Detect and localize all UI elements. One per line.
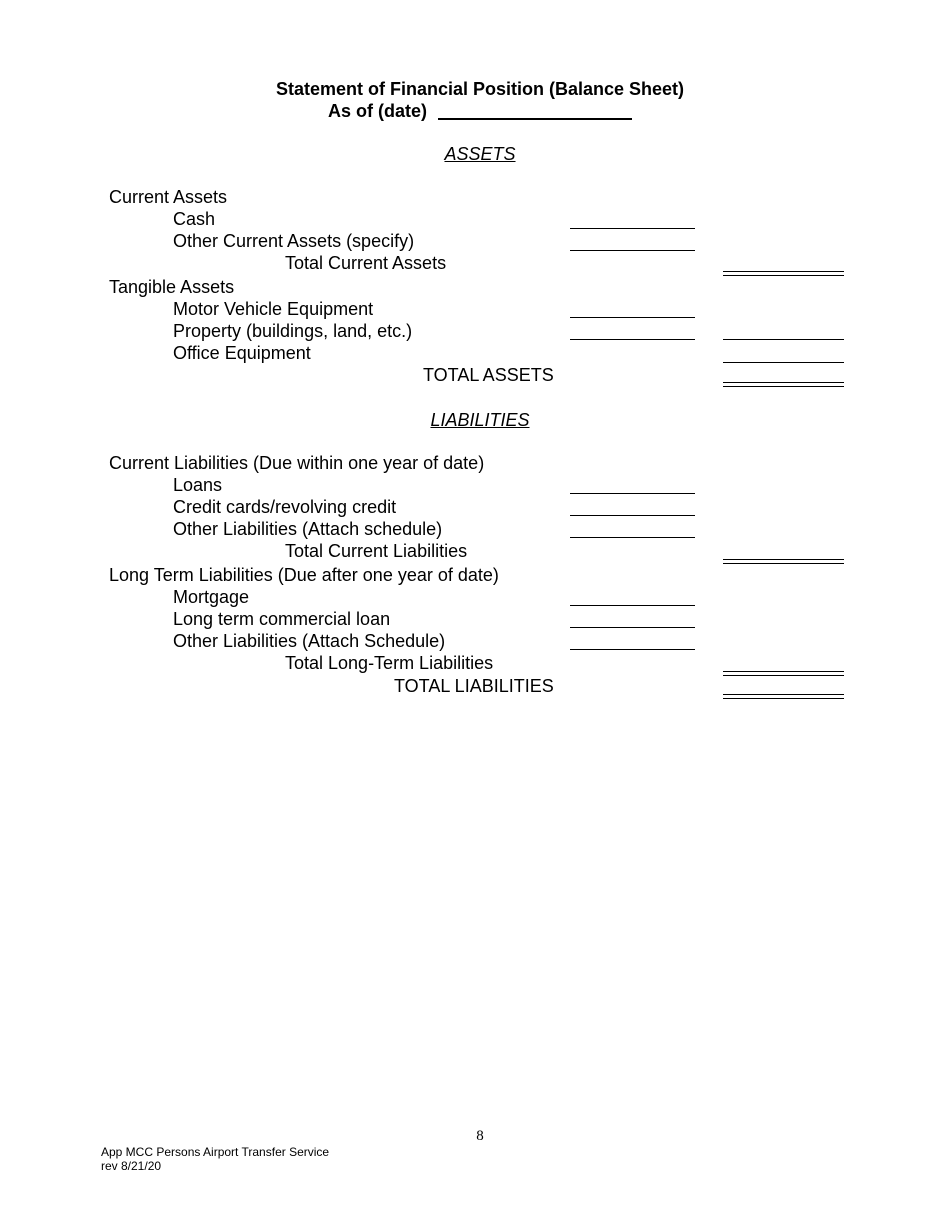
motor-vehicle-amount-line[interactable] bbox=[570, 317, 695, 318]
cash-amount-line[interactable] bbox=[570, 228, 695, 229]
total-long-term-liabilities-amount-line[interactable] bbox=[723, 671, 844, 676]
as-of-date-label: As of (date) bbox=[328, 101, 427, 121]
credit-cards-amount-line[interactable] bbox=[570, 515, 695, 516]
commercial-loan-label: Long term commercial loan bbox=[173, 609, 391, 629]
current-liabilities-label: Current Liabilities (Due within one year of date) bbox=[109, 453, 485, 473]
other-current-assets-label: Other Current Assets (specify) bbox=[173, 231, 415, 251]
other-current-liabilities-amount-line[interactable] bbox=[570, 537, 695, 538]
loans-label: Loans bbox=[173, 475, 223, 495]
other-long-term-liabilities-amount-line[interactable] bbox=[570, 649, 695, 650]
current-assets-label: Current Assets bbox=[109, 187, 228, 207]
document-title: Statement of Financial Position (Balance Sheet) bbox=[275, 79, 685, 99]
other-long-term-liabilities-label: Other Liabilities (Attach Schedule) bbox=[173, 631, 446, 651]
total-liabilities-amount-line[interactable] bbox=[723, 694, 844, 699]
mortgage-label: Mortgage bbox=[173, 587, 250, 607]
other-current-assets-amount-line[interactable] bbox=[570, 250, 695, 251]
page-number: 8 bbox=[476, 1128, 484, 1144]
mortgage-amount-line[interactable] bbox=[570, 605, 695, 606]
credit-cards-label: Credit cards/revolving credit bbox=[173, 497, 397, 517]
commercial-loan-amount-line[interactable] bbox=[570, 627, 695, 628]
assets-heading: ASSETS bbox=[444, 144, 516, 164]
total-current-liabilities-amount-line[interactable] bbox=[723, 559, 844, 564]
motor-vehicle-label: Motor Vehicle Equipment bbox=[173, 299, 374, 319]
total-current-assets-amount-line[interactable] bbox=[723, 271, 844, 276]
tangible-assets-label: Tangible Assets bbox=[109, 277, 235, 297]
property-amount-line[interactable] bbox=[570, 339, 695, 340]
tangible-subtotal-line[interactable] bbox=[723, 339, 844, 340]
loans-amount-line[interactable] bbox=[570, 493, 695, 494]
total-assets-amount-line[interactable] bbox=[723, 382, 844, 387]
other-current-liabilities-label: Other Liabilities (Attach schedule) bbox=[173, 519, 443, 539]
office-equipment-amount-line[interactable] bbox=[723, 362, 844, 363]
office-equipment-label: Office Equipment bbox=[173, 343, 311, 363]
total-long-term-liabilities-label: Total Long-Term Liabilities bbox=[285, 653, 494, 673]
long-term-liabilities-label: Long Term Liabilities (Due after one year of date) bbox=[109, 565, 499, 585]
footer-document-name: App MCC Persons Airport Transfer Service bbox=[101, 1145, 330, 1159]
total-current-assets-label: Total Current Assets bbox=[285, 253, 447, 273]
property-label: Property (buildings, land, etc.) bbox=[173, 321, 413, 341]
footer-revision: rev 8/21/20 bbox=[101, 1159, 162, 1173]
cash-label: Cash bbox=[173, 209, 216, 229]
total-assets-label: TOTAL ASSETS bbox=[423, 365, 554, 385]
liabilities-heading: LIABILITIES bbox=[430, 410, 530, 430]
date-blank-line[interactable] bbox=[438, 118, 632, 120]
total-current-liabilities-label: Total Current Liabilities bbox=[285, 541, 468, 561]
total-liabilities-label: TOTAL LIABILITIES bbox=[394, 676, 554, 696]
